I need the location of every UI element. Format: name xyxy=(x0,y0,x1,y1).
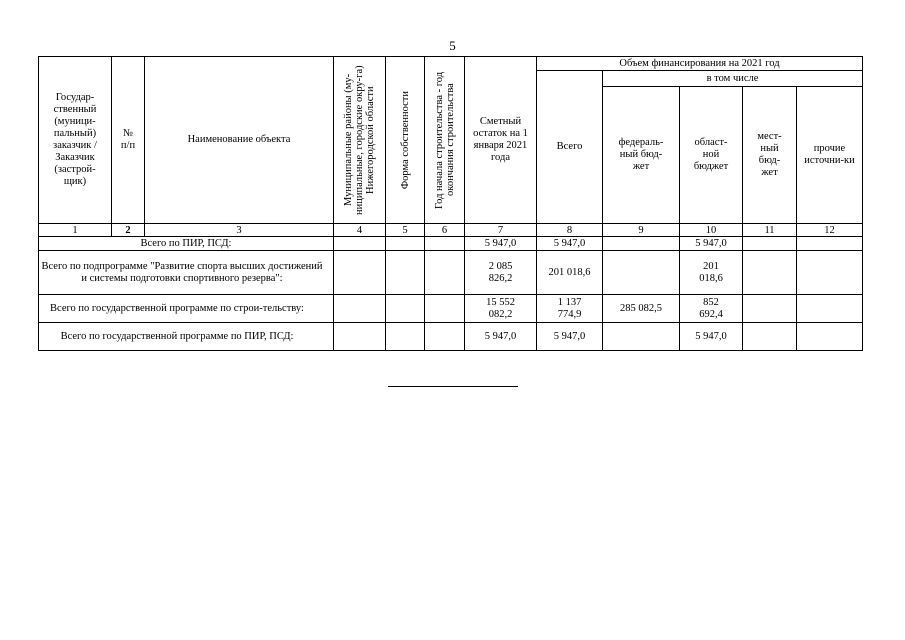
cell-empty xyxy=(425,323,465,351)
table-row xyxy=(39,251,863,295)
cell-federal xyxy=(603,237,680,251)
header-districts xyxy=(334,57,386,224)
header-years-text: Год начала строительства - год окончания строительства xyxy=(433,71,456,209)
column-number: 9 xyxy=(603,224,680,237)
cell-regional: 852 692,4 xyxy=(680,295,743,323)
cell-estimate: 5 947,0 xyxy=(465,237,537,251)
header-including: в том числе xyxy=(603,71,863,87)
cell-empty xyxy=(334,295,386,323)
cell-federal xyxy=(603,251,680,295)
column-number: 5 xyxy=(386,224,425,237)
cell-total: 201 018,6 xyxy=(537,251,603,295)
column-number: 4 xyxy=(334,224,386,237)
table-row xyxy=(39,295,863,323)
cell-estimate: 5 947,0 xyxy=(465,323,537,351)
cell-federal: 285 082,5 xyxy=(603,295,680,323)
cell-empty xyxy=(334,251,386,295)
column-number: 7 xyxy=(465,224,537,237)
cell-estimate: 15 552 082,2 xyxy=(465,295,537,323)
cell-total: 5 947,0 xyxy=(537,323,603,351)
column-number: 10 xyxy=(680,224,743,237)
header-other: прочие источни-ки xyxy=(797,87,863,224)
cell-local xyxy=(743,295,797,323)
cell-other xyxy=(797,323,863,351)
header-object-name: Наименование объекта xyxy=(145,57,334,224)
column-number: 11 xyxy=(743,224,797,237)
cell-regional: 5 947,0 xyxy=(680,237,743,251)
header-number: № п/п xyxy=(112,57,145,224)
cell-local xyxy=(743,251,797,295)
cell-empty xyxy=(386,295,425,323)
table-row xyxy=(39,323,863,351)
column-number: 2 xyxy=(112,224,145,237)
financing-table xyxy=(38,56,863,351)
header-local: мест-ный бюд-жет xyxy=(743,87,797,224)
row-label: Всего по подпрограмме "Развитие спорта высших достижений и системы подготовки спортивного резерва": xyxy=(39,251,334,295)
table-row xyxy=(39,237,863,251)
cell-federal xyxy=(603,323,680,351)
header-regional: област-ной бюджет xyxy=(680,87,743,224)
cell-empty xyxy=(425,295,465,323)
cell-estimate: 2 085 826,2 xyxy=(465,251,537,295)
closing-rule xyxy=(388,386,518,387)
cell-empty xyxy=(386,237,425,251)
header-ownership-text: Форма собственности xyxy=(399,90,411,190)
header-customer: Государ-ственный (муници-пальный) заказчик / Заказчик (застрой-щик) xyxy=(39,57,112,224)
page-number: 5 xyxy=(449,38,456,53)
cell-other xyxy=(797,237,863,251)
header-federal: федераль-ный бюд-жет xyxy=(603,87,680,224)
header-funding-title: Объем финансирования на 2021 год xyxy=(537,57,863,71)
cell-total: 5 947,0 xyxy=(537,237,603,251)
header-total: Всего xyxy=(537,71,603,224)
cell-empty xyxy=(425,251,465,295)
cell-other xyxy=(797,251,863,295)
header-row-1 xyxy=(39,57,863,71)
row-label: Всего по ПИР, ПСД: xyxy=(39,237,334,251)
header-ownership xyxy=(386,57,425,224)
cell-other xyxy=(797,295,863,323)
header-years xyxy=(425,57,465,224)
cell-regional: 5 947,0 xyxy=(680,323,743,351)
row-label: Всего по государственной программе по ПИР, ПСД: xyxy=(39,323,334,351)
cell-empty xyxy=(334,323,386,351)
cell-empty xyxy=(334,237,386,251)
column-number: 6 xyxy=(425,224,465,237)
cell-total: 1 137 774,9 xyxy=(537,295,603,323)
cell-empty xyxy=(386,323,425,351)
column-number: 3 xyxy=(145,224,334,237)
cell-empty xyxy=(386,251,425,295)
cell-local xyxy=(743,323,797,351)
header-estimate: Сметный остаток на 1 января 2021 года xyxy=(465,57,537,224)
column-number: 12 xyxy=(797,224,863,237)
column-numbers-row xyxy=(39,224,863,237)
header-districts-text: Муниципальные районы (му-ниципальные, городские окру-га) Нижегородской области xyxy=(343,65,376,215)
cell-regional: 201 018,6 xyxy=(680,251,743,295)
cell-empty xyxy=(425,237,465,251)
column-number: 1 xyxy=(39,224,112,237)
row-label: Всего по государственной программе по строи-тельству: xyxy=(39,295,334,323)
cell-local xyxy=(743,237,797,251)
column-number: 8 xyxy=(537,224,603,237)
